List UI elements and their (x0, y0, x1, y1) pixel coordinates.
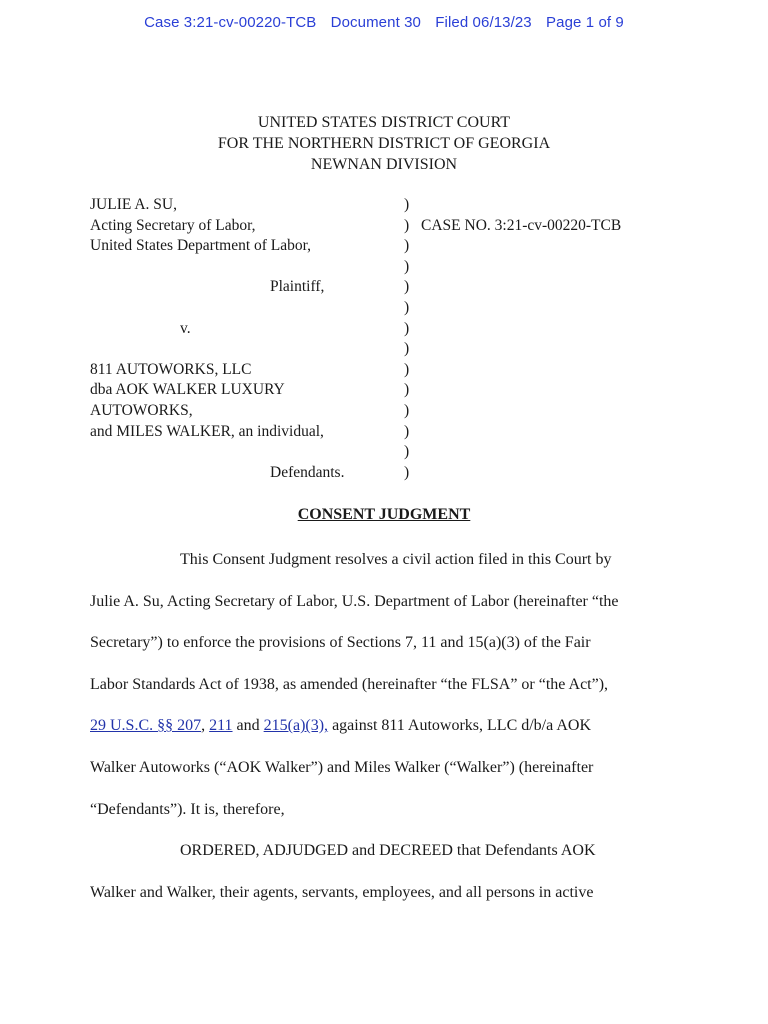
court-line-2: FOR THE NORTHERN DISTRICT OF GEORGIA (217, 135, 551, 152)
caption-paren: ) (404, 319, 410, 337)
body-line-6: Walker Autoworks (“AOK Walker”) and Miles Walker (“Walker”) (hereinafter (90, 758, 594, 776)
plaintiff-role: Plaintiff, (270, 278, 325, 296)
filing-stamp (0, 14, 768, 31)
plaintiff-name: JULIE A. SU, (90, 196, 177, 213)
judgment-body (90, 548, 700, 922)
stamp-page-number: Page 1 of 9 (546, 14, 624, 31)
caption-row (90, 319, 690, 340)
caption-row (90, 257, 690, 278)
body-line-1: This Consent Judgment resolves a civil action filed in this Court by (180, 551, 612, 568)
citation-link-215[interactable]: 215(a)(3), (263, 717, 329, 735)
document-title (0, 506, 768, 524)
defendant-line-1: 811 AUTOWORKS, LLC (90, 360, 252, 378)
body-line-5 (90, 714, 700, 756)
plaintiff-title-2: United States Department of Labor, (90, 237, 312, 255)
caption-row (90, 380, 690, 401)
caption-paren: ) (404, 298, 410, 316)
caption-paren: ) (404, 443, 410, 461)
caption-paren: ) (404, 216, 410, 234)
caption-row (90, 360, 690, 381)
body-line-9: Walker and Walker, their agents, servants, employees, and all persons in active (90, 883, 594, 901)
caption-paren: ) (404, 278, 410, 296)
defendant-line-3: AUTOWORKS, (90, 401, 193, 419)
caption-row (90, 195, 690, 216)
plaintiff-title-1: Acting Secretary of Labor, (90, 216, 256, 234)
body-line-8: ORDERED, ADJUDGED and DECREED that Defendants AOK (180, 842, 596, 860)
stamp-case-number: Case 3:21-cv-00220-TCB (144, 14, 317, 31)
body-line-4: Labor Standards Act of 1938, as amended (hereinafter “the FLSA” or “the Act”), (90, 675, 609, 693)
caption-row (90, 463, 690, 484)
caption-paren: ) (404, 340, 410, 358)
caption-row (90, 236, 690, 257)
stamp-filed-date: Filed 06/13/23 (435, 14, 532, 31)
case-caption (90, 195, 690, 483)
caption-paren: ) (404, 196, 410, 213)
caption-row (90, 339, 690, 360)
caption-row (90, 277, 690, 298)
stamp-document-number: Document 30 (330, 14, 421, 31)
citation-separator: , (201, 717, 210, 735)
defendant-line-2: dba AOK WALKER LUXURY (90, 381, 285, 399)
citation-link-211[interactable]: 211 (209, 717, 233, 735)
caption-row (90, 401, 690, 422)
versus-label: v. (180, 319, 191, 337)
caption-row (90, 216, 690, 237)
body-line-2: Julie A. Su, Acting Secretary of Labor, U.S. Department of Labor (hereinafter “the (90, 592, 619, 610)
caption-paren: ) (404, 463, 410, 481)
caption-row (90, 422, 690, 443)
caption-paren: ) (404, 401, 410, 419)
court-heading (0, 112, 768, 175)
court-line-1: UNITED STATES DISTRICT COURT (257, 114, 511, 131)
caption-paren: ) (404, 360, 410, 378)
body-line-3: Secretary”) to enforce the provisions of Sections 7, 11 and 15(a)(3) of the Fair (90, 634, 591, 652)
caption-row (90, 298, 690, 319)
body-line-5-text: against 811 Autoworks, LLC d/b/a AOK (328, 717, 592, 735)
court-line-3: NEWNAN DIVISION (310, 156, 458, 173)
caption-paren: ) (404, 381, 410, 399)
defendant-role: Defendants. (270, 463, 345, 481)
caption-paren: ) (404, 237, 410, 255)
document-title-text: CONSENT JUDGMENT (297, 506, 471, 523)
citation-separator: and (232, 717, 264, 735)
body-line-7: “Defendants”). It is, therefore, (90, 800, 285, 818)
citation-link-usc-207[interactable]: 29 U.S.C. §§ 207 (90, 717, 202, 735)
defendant-line-4: and MILES WALKER, an individual, (90, 422, 324, 440)
case-number: CASE NO. 3:21-cv-00220-TCB (421, 216, 622, 234)
caption-paren: ) (404, 257, 410, 275)
caption-row (90, 442, 690, 463)
caption-paren: ) (404, 422, 410, 440)
